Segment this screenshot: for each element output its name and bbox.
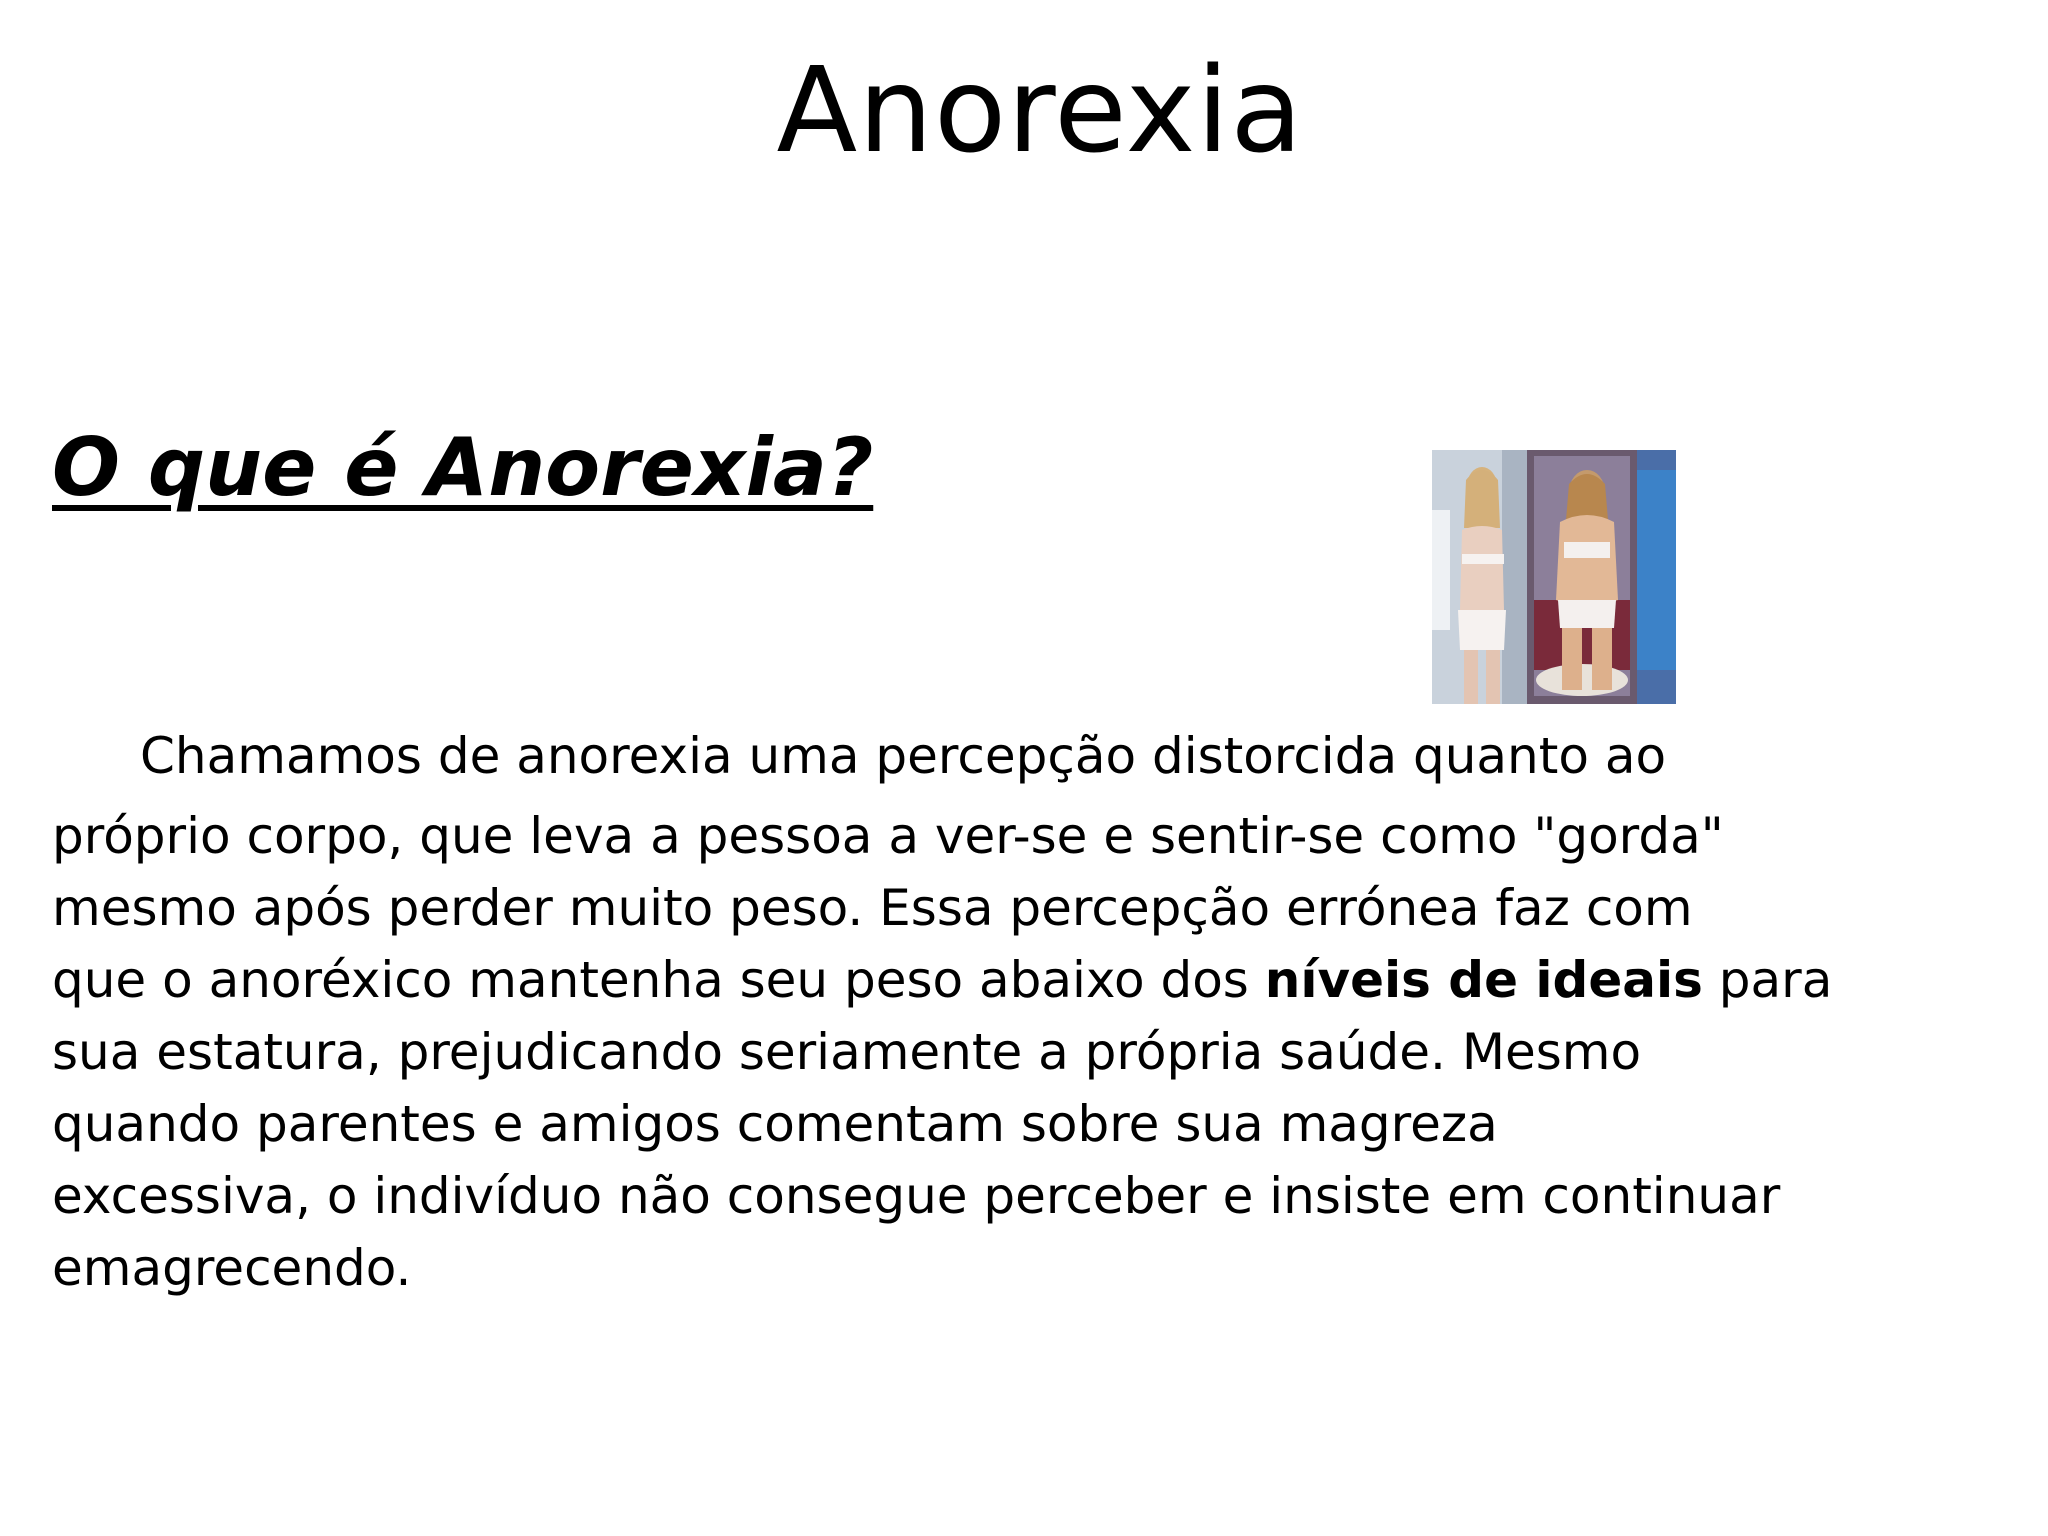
- body-line: próprio corpo, que leva a pessoa a ver-se e sentir-se como "gorda": [52, 807, 1724, 865]
- body-text-run: para: [1702, 951, 1833, 1009]
- section-heading: O que é Anorexia?: [52, 421, 874, 514]
- mirror-reflection-photo: [1432, 450, 1676, 704]
- body-line-with-emphasis: [52, 944, 1833, 1016]
- body-line: emagrecendo.: [52, 1239, 412, 1297]
- body-line: Chamamos de anorexia uma percepção distorcida quanto ao: [140, 727, 1667, 785]
- body-text-run: que o anoréxico mantenha seu peso abaixo dos: [52, 951, 1265, 1009]
- emphasis-text: níveis de ideais: [1264, 951, 1703, 1009]
- mirror-reflection-illustration: [1432, 450, 1676, 704]
- slide-title: Anorexia: [776, 41, 1304, 179]
- body-paragraph: [52, 720, 1833, 1304]
- body-line: excessiva, o indivíduo não consegue perceber e insiste em continuar: [52, 1167, 1781, 1225]
- body-line: mesmo após perder muito peso. Essa percepção errónea faz com: [52, 879, 1693, 937]
- body-line: sua estatura, prejudicando seriamente a própria saúde. Mesmo: [52, 1023, 1642, 1081]
- body-line: quando parentes e amigos comentam sobre sua magreza: [52, 1095, 1498, 1153]
